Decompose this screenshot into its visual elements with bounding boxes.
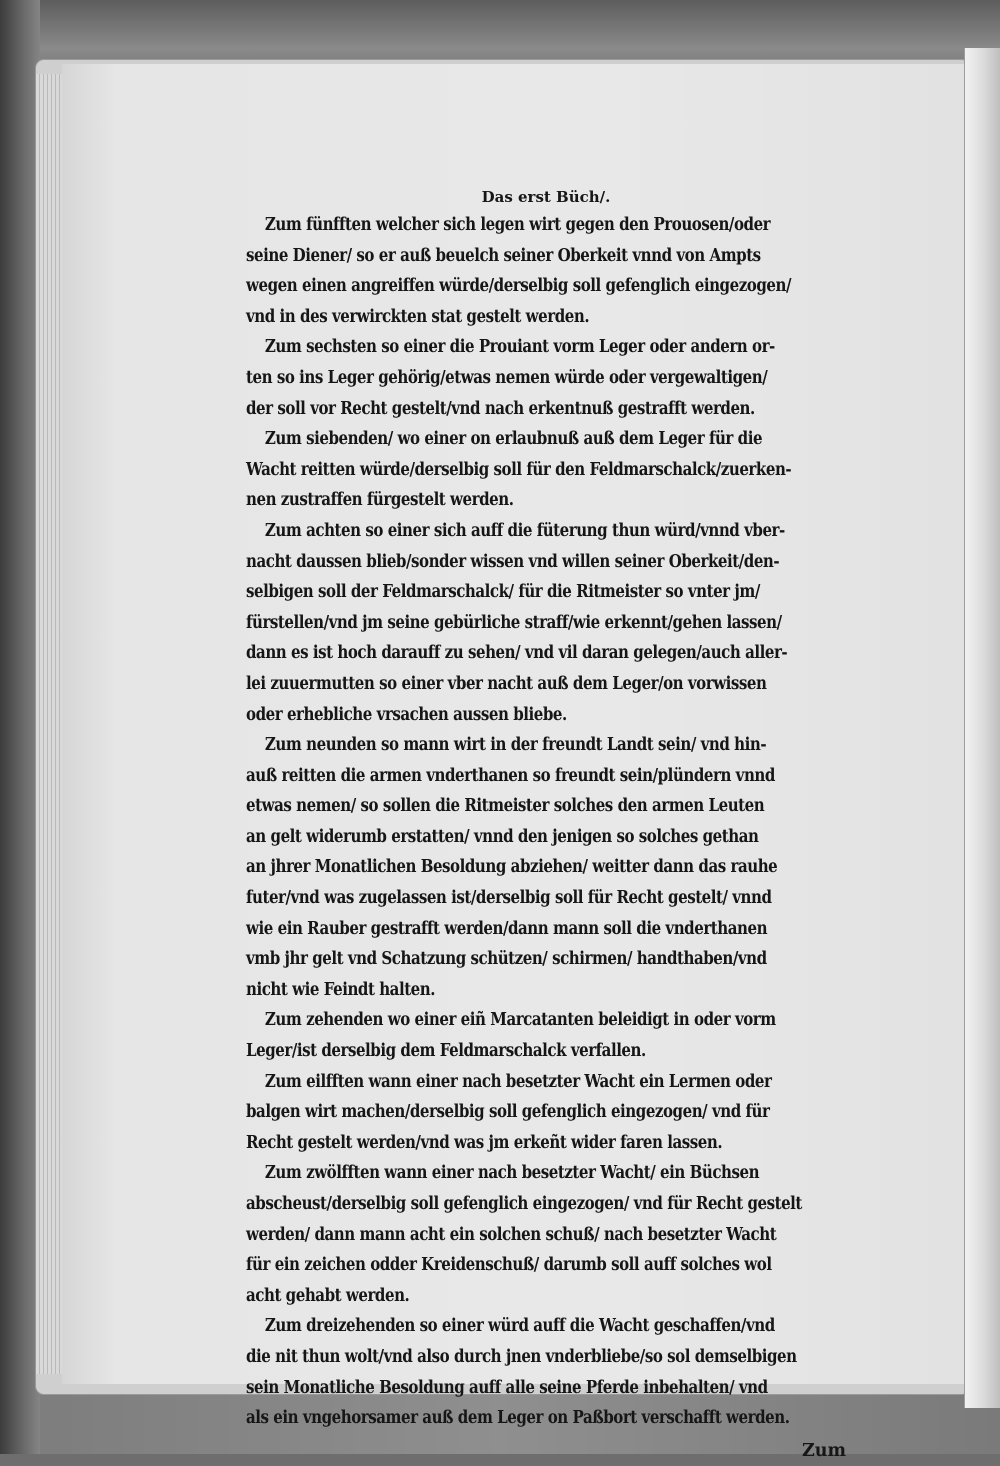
- text-line: sein Monatliche Besoldung auff alle seine Pferde inbehalten/ vnd: [246, 1377, 768, 1398]
- text-line: die nit thun wolt/vnd also durch jnen vnderbliebe/so sol demselbigen: [246, 1346, 797, 1367]
- text-line: Wacht reitten würde/derselbig soll für den Feldmarschalck/zuerken-: [246, 459, 792, 480]
- paragraph: [246, 210, 846, 332]
- book-cover-edge: [0, 0, 40, 1454]
- paragraph: [246, 424, 846, 516]
- text-line: Recht gestelt werden/vnd was jm erkeñt wider faren lassen.: [246, 1132, 723, 1153]
- text-line: nen zustraffen fürgestelt werden.: [246, 490, 514, 511]
- text-line: balgen wirt machen/derselbig soll gefenglich eingezogen/ vnd für: [246, 1102, 770, 1123]
- running-head: Das erst Büch/.: [481, 188, 611, 206]
- paragraph: [246, 1158, 846, 1311]
- text-line: futer/vnd was zugelassen ist/derselbig soll für Recht gestelt/ vnnd: [246, 888, 772, 909]
- catchword: Zum: [801, 1440, 846, 1461]
- text-line: Zum neunden so mann wirt in der freundt Landt sein/ vnd hin-: [264, 735, 767, 756]
- text-line: abscheust/derselbig soll gefenglich eingezogen/ vnd für Recht gestelt: [246, 1194, 802, 1214]
- text-line: der soll vor Recht gestelt/vnd nach erkentnuß gestrafft werden.: [246, 398, 755, 419]
- paragraph: [246, 332, 846, 424]
- text-line: Zum zehenden wo einer eiñ Marcatanten beleidigt in oder vorm: [264, 1010, 776, 1031]
- text-line: wie ein Rauber gestrafft werden/dann mann soll die vnderthanen: [246, 918, 768, 939]
- text-line: etwas nemen/ so sollen die Ritmeister solches den armen Leuten: [246, 796, 765, 817]
- text-line: für ein zeichen odder Kreidenschuß/ darumb soll auff solches wol: [246, 1255, 772, 1276]
- paragraph: [246, 516, 846, 730]
- text-line: ten so ins Leger gehörig/etwas nemen würde oder vergewaltigen/: [246, 367, 768, 388]
- text-line: auß reitten die armen vnderthanen so freundt sein/plündern vnnd: [246, 765, 775, 786]
- text-line: selbigen soll der Feldmarschalck/ für die Ritmeister so vnter jm/: [246, 582, 760, 603]
- text-line: Zum siebenden/ wo einer on erlaubnuß auß dem Leger für die: [264, 429, 763, 450]
- text-line: an gelt widerumb erstatten/ vnnd den jenigen so solches gethan: [246, 826, 759, 847]
- paragraph: [246, 730, 846, 1005]
- text-line: Zum zwölfften wann einer nach besetzter Wacht/ ein Büchsen: [264, 1163, 760, 1184]
- text-line: oder erhebliche vrsachen aussen bliebe.: [246, 704, 567, 725]
- paragraph: [246, 1311, 846, 1433]
- text-line: an jhrer Monatlichen Besoldung abziehen/ weitter dann das rauhe: [246, 857, 778, 878]
- page-text: [246, 186, 846, 1461]
- facing-leaf-edge: [964, 48, 1000, 1408]
- text-line: als ein vngehorsamer auß dem Leger on Paßbort verschafft werden.: [246, 1408, 790, 1429]
- text-line: Zum dreizehenden so einer würd auff die Wacht geschaffen/vnd: [264, 1316, 775, 1337]
- text-line: fürstellen/vnd jm seine gebürliche straff/wie erkennt/gehen lassen/: [246, 612, 782, 633]
- text-line: Zum eilfften wann einer nach besetzter Wacht ein Lermen oder: [264, 1071, 772, 1092]
- text-line: Zum achten so einer sich auff die füterung thun würd/vnnd vber-: [264, 520, 785, 541]
- text-line: acht gehabt werden.: [246, 1285, 410, 1306]
- text-line: nacht daussen blieb/sonder wissen vnd willen seiner Oberkeit/den-: [246, 551, 780, 572]
- text-line: nicht wie Feindt halten.: [246, 979, 436, 1000]
- paragraph: [246, 1067, 846, 1159]
- text-line: Leger/ist derselbig dem Feldmarschalck verfallen.: [246, 1041, 646, 1062]
- text-line: wegen einen angreiffen würde/derselbig soll gefenglich eingezogen/: [246, 276, 791, 297]
- text-line: vnd in des verwirckten stat gestelt werden.: [246, 306, 590, 327]
- text-line: dann es ist hoch darauff zu sehen/ vnd vil daran gelegen/auch aller-: [246, 643, 788, 664]
- text-line: werden/ dann mann acht ein solchen schuß/ nach besetzter Wacht: [246, 1224, 777, 1245]
- paragraph: [246, 1005, 846, 1066]
- text-line: seine Diener/ so er auß beuelch seiner Oberkeit vnnd von Ampts: [246, 245, 761, 266]
- text-line: Zum sechsten so einer die Prouiant vorm Leger oder andern or-: [264, 337, 775, 358]
- paragraphs: [246, 210, 846, 1434]
- text-line: lei zuuermutten so einer vber nacht auß dem Leger/on vorwissen: [246, 673, 767, 694]
- text-line: vmb jhr gelt vnd Schatzung schützen/ schirmen/ handthaben/vnd: [246, 949, 767, 970]
- text-line: Zum fünfften welcher sich legen wirt gegen den Prouosen/oder: [264, 215, 771, 235]
